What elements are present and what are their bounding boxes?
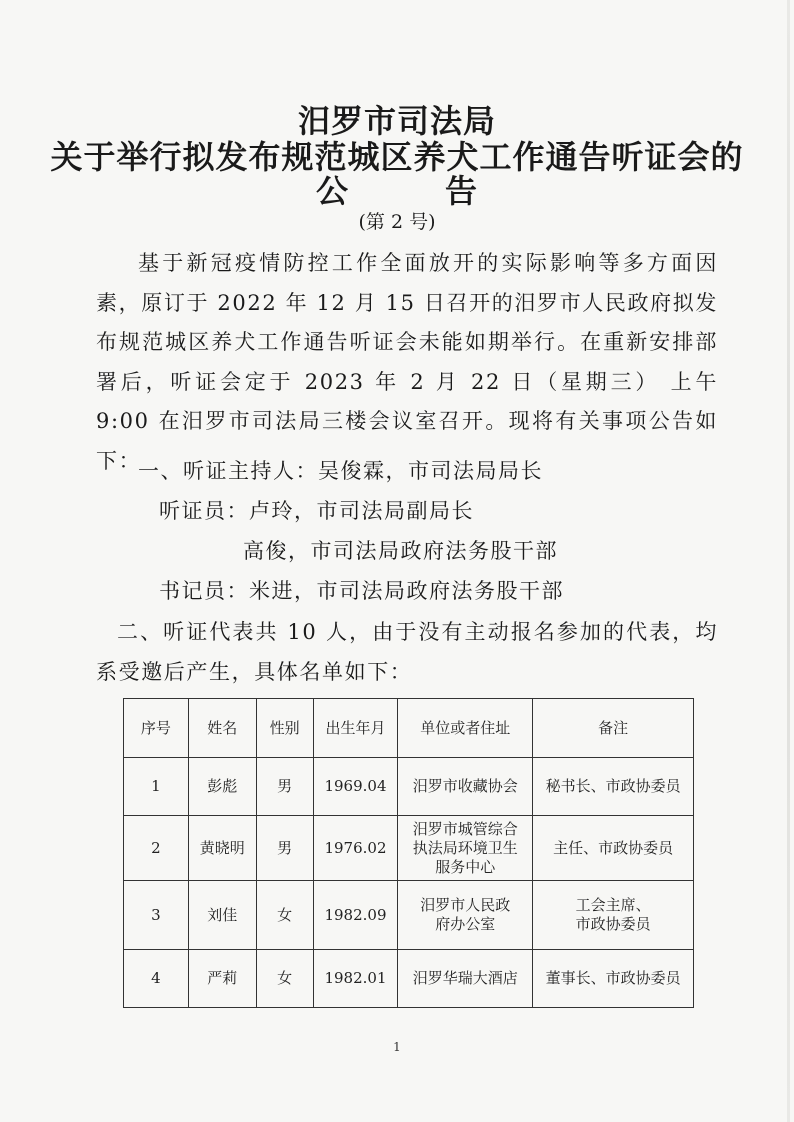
page-number: 1 (393, 1040, 401, 1054)
intro-paragraph: 基于新冠疫情防控工作全面放开的实际影响等多方面因素，原订于 2022 年 12 月 15 日召开的汨罗市人民政府拟发布规范城区养犬工作通告听证会未能如期举行。在重新安排部署后，听证会定于 2023 年 2 月 22 日（星期三） 上午 9:00 在汨罗市司法局三楼会议室召开。现将有关事项公告如下： (96, 251, 718, 473)
cell-note: 董事长、市政协委员 (533, 950, 694, 1008)
cell-no: 1 (124, 758, 189, 816)
document-number: (第 2 号) (358, 211, 436, 233)
cell-no: 3 (124, 881, 189, 950)
header-no: 序号 (124, 699, 189, 758)
title-char-1: 公 (315, 172, 349, 210)
table-row (124, 816, 694, 881)
header-name: 姓名 (188, 699, 256, 758)
cell-note: 主任、市政协委员 (533, 816, 694, 881)
table-row (124, 950, 694, 1008)
title-char-2: 告 (445, 172, 479, 210)
cell-unit: 汨罗市人民政府办公室 (398, 881, 533, 950)
cell-name: 黄晓明 (188, 816, 256, 881)
header-birth: 出生年月 (313, 699, 398, 758)
title-subject: 关于举行拟发布规范城区养犬工作通告听证会的 (50, 138, 744, 176)
cell-gender: 男 (256, 758, 313, 816)
item-host: 一、听证主持人：吴俊霖，市司法局局长 (138, 459, 543, 483)
table-row (124, 758, 694, 816)
cell-gender: 男 (256, 816, 313, 881)
cell-note: 工会主席、市政协委员 (533, 881, 694, 950)
cell-birth: 1982.01 (313, 950, 398, 1008)
cell-name: 刘佳 (188, 881, 256, 950)
cell-unit: 汨罗华瑞大酒店 (398, 950, 533, 1008)
cell-birth: 1976.02 (313, 816, 398, 881)
cell-note: 秘书长、市政协委员 (533, 758, 694, 816)
cell-unit: 汨罗市收藏协会 (398, 758, 533, 816)
cell-birth: 1969.04 (313, 758, 398, 816)
item-hearing-officer-1: 听证员：卢玲，市司法局副局长 (159, 499, 474, 523)
cell-unit: 汨罗市城管综合执法局环境卫生服务中心 (398, 816, 533, 881)
cell-name: 彭彪 (188, 758, 256, 816)
table-header-row (124, 699, 694, 758)
item-hearing-officer-2: 高俊，市司法局政府法务股干部 (243, 539, 558, 563)
cell-birth: 1982.09 (313, 881, 398, 950)
header-note: 备注 (533, 699, 694, 758)
cell-no: 4 (124, 950, 189, 1008)
title-issuer: 汨罗市司法局 (297, 102, 496, 140)
cell-gender: 女 (256, 881, 313, 950)
table-row (124, 881, 694, 950)
item-clerk: 书记员：米进，市司法局政府法务股干部 (159, 579, 564, 603)
title-announcement (0, 166, 794, 212)
cell-no: 2 (124, 816, 189, 881)
header-gender: 性别 (256, 699, 313, 758)
item-representatives: 二、听证代表共 10 人，由于没有主动报名参加的代表，均系受邀后产生，具体名单如下： (96, 620, 718, 684)
cell-name: 严莉 (188, 950, 256, 1008)
cell-gender: 女 (256, 950, 313, 1008)
header-unit: 单位或者住址 (398, 699, 533, 758)
representatives-table (123, 698, 694, 1008)
